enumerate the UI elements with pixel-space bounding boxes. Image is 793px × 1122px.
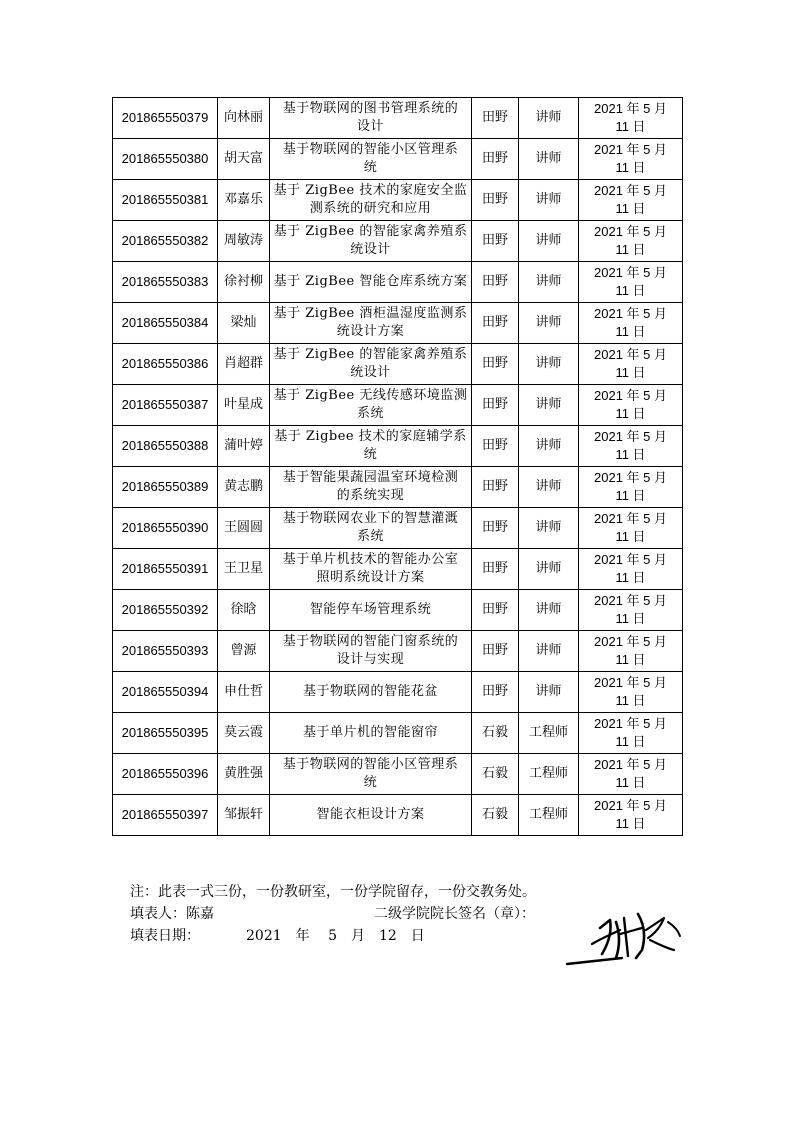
table-row [113, 262, 683, 303]
advisor-rank-cell: 讲师 [519, 590, 579, 631]
student-id-cell: 201865550395 [113, 713, 218, 754]
thesis-title-cell-line: 基于 ZigBee 的智能家禽养殖系 [273, 347, 468, 362]
date-cell [579, 344, 683, 385]
thesis-title-cell-line: 照明系统设计方案 [316, 570, 425, 585]
dean-signature-label: 二级学院院长签名（章）： [374, 906, 535, 922]
thesis-title-cell-line: 测系统的研究和应用 [309, 201, 432, 216]
date-cell-line: 2021 年 5 月 [594, 716, 667, 731]
advisor-rank-cell: 讲师 [519, 262, 579, 303]
thesis-title-cell-line: 基于物联网的智能门窗系统的 [282, 634, 459, 649]
student-name-cell: 周敏涛 [218, 221, 270, 262]
student-name-cell: 肖超群 [218, 344, 270, 385]
student-name-cell: 胡天富 [218, 139, 270, 180]
filler-name: 陈嘉 [186, 906, 214, 922]
advisor-cell: 田野 [472, 385, 519, 426]
advisor-rank-cell: 讲师 [519, 467, 579, 508]
thesis-title-cell-line: 系统 [356, 529, 384, 544]
thesis-title-cell [270, 508, 472, 549]
thesis-title-cell [270, 795, 472, 836]
thesis-title-cell-line: 基于物联网的智能小区管理系 [282, 757, 459, 772]
date-cell [579, 385, 683, 426]
date-label: 填表日期： [130, 928, 200, 944]
thesis-title-cell-line: 基于物联网的图书管理系统的 [282, 101, 459, 116]
thesis-title-cell [270, 344, 472, 385]
advisor-rank-cell: 讲师 [519, 221, 579, 262]
thesis-title-cell [270, 426, 472, 467]
date-cell-line: 2021 年 5 月 [594, 183, 667, 198]
thesis-title-cell [270, 590, 472, 631]
student-name-cell: 蒲叶婷 [218, 426, 270, 467]
date-cell-line: 11 日 [615, 201, 646, 216]
date-cell [579, 795, 683, 836]
date-cell [579, 713, 683, 754]
student-id-cell: 201865550382 [113, 221, 218, 262]
table-row [113, 631, 683, 672]
date-cell [579, 508, 683, 549]
advisor-cell: 田野 [472, 467, 519, 508]
table-row [113, 139, 683, 180]
advisor-rank-cell: 讲师 [519, 631, 579, 672]
date-cell [579, 549, 683, 590]
thesis-title-cell-line: 统设计方案 [336, 324, 405, 339]
date-cell-line: 2021 年 5 月 [594, 634, 667, 649]
student-id-cell: 201865550389 [113, 467, 218, 508]
date-cell-line: 11 日 [615, 816, 646, 831]
student-id-cell: 201865550392 [113, 590, 218, 631]
thesis-title-cell [270, 754, 472, 795]
student-id-cell: 201865550396 [113, 754, 218, 795]
date-cell [579, 98, 683, 139]
advisor-rank-cell: 讲师 [519, 508, 579, 549]
date-cell [579, 631, 683, 672]
thesis-title-cell [270, 385, 472, 426]
thesis-title-cell [270, 98, 472, 139]
thesis-title-cell-line: 基于物联网的智能花盆 [302, 684, 438, 699]
thesis-title-cell [270, 672, 472, 713]
date-cell-line: 2021 年 5 月 [594, 306, 667, 321]
date-cell-line: 11 日 [615, 488, 646, 503]
table-row [113, 344, 683, 385]
table-row [113, 385, 683, 426]
thesis-title-cell [270, 713, 472, 754]
student-name-cell: 王卫星 [218, 549, 270, 590]
thesis-title-cell [270, 549, 472, 590]
advisor-rank-cell: 讲师 [519, 426, 579, 467]
date-cell-line: 2021 年 5 月 [594, 265, 667, 280]
handwritten-signature [562, 900, 687, 970]
thesis-title-cell [270, 303, 472, 344]
date-cell [579, 139, 683, 180]
thesis-title-cell-line: 基于 ZigBee 技术的家庭安全监 [273, 183, 468, 198]
date-cell [579, 303, 683, 344]
table-row [113, 467, 683, 508]
student-id-cell: 201865550397 [113, 795, 218, 836]
date-cell [579, 180, 683, 221]
table-row [113, 221, 683, 262]
student-name-cell: 徐衬柳 [218, 262, 270, 303]
date-cell [579, 754, 683, 795]
thesis-title-cell-line: 统设计 [350, 242, 391, 257]
student-name-cell: 黄志鹏 [218, 467, 270, 508]
advisor-rank-cell: 讲师 [519, 98, 579, 139]
student-id-cell: 201865550388 [113, 426, 218, 467]
date-value: 2021 年 5 月 12 日 [246, 928, 425, 944]
student-name-cell: 向林丽 [218, 98, 270, 139]
advisor-cell: 田野 [472, 98, 519, 139]
thesis-title-cell [270, 180, 472, 221]
thesis-title-cell-line: 基于物联网农业下的智慧灌溉 [282, 511, 459, 526]
advisor-rank-cell: 工程师 [519, 754, 579, 795]
student-name-cell: 曾源 [218, 631, 270, 672]
table-body [113, 98, 683, 836]
thesis-title-cell-line: 基于 ZigBee 酒柜温湿度监测系 [273, 306, 468, 321]
thesis-title-cell [270, 221, 472, 262]
thesis-title-cell-line: 基于 ZigBee 无线传感环境监测 [273, 388, 468, 403]
filler-label: 填表人： [130, 906, 186, 922]
student-name-cell: 叶星成 [218, 385, 270, 426]
advisor-cell: 田野 [472, 549, 519, 590]
table-row [113, 549, 683, 590]
date-cell-line: 2021 年 5 月 [594, 757, 667, 772]
date-cell-line: 2021 年 5 月 [594, 470, 667, 485]
advisor-cell: 田野 [472, 180, 519, 221]
date-cell [579, 672, 683, 713]
thesis-title-cell [270, 467, 472, 508]
date-cell-line: 11 日 [615, 570, 646, 585]
advisor-rank-cell: 讲师 [519, 385, 579, 426]
student-id-cell: 201865550380 [113, 139, 218, 180]
date-cell-line: 2021 年 5 月 [594, 142, 667, 157]
thesis-title-cell-line: 统设计 [350, 365, 391, 380]
advisor-cell: 田野 [472, 590, 519, 631]
student-name-cell: 梁灿 [218, 303, 270, 344]
thesis-title-cell-line: 基于智能果蔬园温室环境检测 [282, 470, 459, 485]
student-id-cell: 201865550393 [113, 631, 218, 672]
date-cell-line: 2021 年 5 月 [594, 552, 667, 567]
date-cell-line: 2021 年 5 月 [594, 388, 667, 403]
date-cell [579, 262, 683, 303]
date-cell-line: 11 日 [615, 734, 646, 749]
table-row [113, 754, 683, 795]
date-cell-line: 2021 年 5 月 [594, 593, 667, 608]
date-cell-line: 2021 年 5 月 [594, 101, 667, 116]
student-id-cell: 201865550386 [113, 344, 218, 385]
date-cell-line: 2021 年 5 月 [594, 798, 667, 813]
note-text: 注：此表一式三份，一份教研室，一份学院留存，一份交教务处。 [130, 884, 536, 900]
student-id-cell: 201865550391 [113, 549, 218, 590]
student-id-cell: 201865550394 [113, 672, 218, 713]
thesis-title-cell-line: 统 [363, 447, 378, 462]
thesis-title-cell-line: 基于单片机技术的智能办公室 [282, 552, 459, 567]
advisor-rank-cell: 工程师 [519, 795, 579, 836]
advisor-cell: 田野 [472, 303, 519, 344]
table-row [113, 795, 683, 836]
thesis-title-cell-line: 基于 Zigbee 技术的家庭辅学系 [274, 429, 467, 444]
table-row [113, 303, 683, 344]
date-cell-line: 11 日 [615, 119, 646, 134]
thesis-title-cell [270, 139, 472, 180]
advisor-cell: 田野 [472, 139, 519, 180]
table-row [113, 98, 683, 139]
thesis-title-cell-line: 统 [363, 160, 378, 175]
filler-line [130, 904, 535, 924]
date-cell-line: 11 日 [615, 242, 646, 257]
date-cell [579, 221, 683, 262]
date-cell-line: 11 日 [615, 406, 646, 421]
thesis-title-cell [270, 631, 472, 672]
student-name-cell: 邹振轩 [218, 795, 270, 836]
date-cell [579, 426, 683, 467]
date-cell [579, 467, 683, 508]
student-id-cell: 201865550381 [113, 180, 218, 221]
student-id-cell: 201865550383 [113, 262, 218, 303]
footer-note [130, 882, 536, 902]
advisor-rank-cell: 讲师 [519, 344, 579, 385]
date-cell-line: 2021 年 5 月 [594, 224, 667, 239]
advisor-cell: 田野 [472, 426, 519, 467]
thesis-title-cell-line: 统 [363, 775, 378, 790]
thesis-title-cell-line: 系统 [356, 406, 384, 421]
table-row [113, 508, 683, 549]
advisor-cell: 田野 [472, 221, 519, 262]
student-name-cell: 黄胜强 [218, 754, 270, 795]
advisor-cell: 田野 [472, 262, 519, 303]
thesis-title-cell-line: 基于 ZigBee 智能仓库系统方案 [273, 274, 468, 289]
date-cell-line: 11 日 [615, 160, 646, 175]
advisor-cell: 石毅 [472, 754, 519, 795]
advisor-cell: 田野 [472, 508, 519, 549]
advisor-cell: 田野 [472, 344, 519, 385]
date-cell-line: 11 日 [615, 324, 646, 339]
date-cell-line: 11 日 [615, 693, 646, 708]
student-id-cell: 201865550387 [113, 385, 218, 426]
date-cell-line: 11 日 [615, 283, 646, 298]
thesis-title-cell [270, 262, 472, 303]
table-row [113, 180, 683, 221]
date-cell [579, 590, 683, 631]
date-cell-line: 2021 年 5 月 [594, 675, 667, 690]
thesis-topic-table [112, 97, 683, 836]
advisor-cell: 田野 [472, 631, 519, 672]
student-name-cell: 王圆圆 [218, 508, 270, 549]
table-row [113, 713, 683, 754]
advisor-cell: 石毅 [472, 795, 519, 836]
advisor-rank-cell: 讲师 [519, 672, 579, 713]
date-cell-line: 2021 年 5 月 [594, 429, 667, 444]
advisor-rank-cell: 讲师 [519, 139, 579, 180]
student-name-cell: 徐晗 [218, 590, 270, 631]
thesis-title-cell-line: 基于单片机的智能窗帘 [302, 725, 438, 740]
date-cell-line: 11 日 [615, 611, 646, 626]
advisor-cell: 田野 [472, 672, 519, 713]
thesis-title-cell-line: 智能停车场管理系统 [309, 602, 432, 617]
table-row [113, 426, 683, 467]
fill-date-line [130, 926, 425, 946]
student-name-cell: 邓嘉乐 [218, 180, 270, 221]
date-cell-line: 2021 年 5 月 [594, 511, 667, 526]
thesis-title-cell-line: 设计 [356, 119, 384, 134]
date-cell-line: 11 日 [615, 652, 646, 667]
student-id-cell: 201865550390 [113, 508, 218, 549]
thesis-title-cell-line: 设计与实现 [336, 652, 405, 667]
thesis-title-cell-line: 基于物联网的智能小区管理系 [282, 142, 459, 157]
table-row [113, 672, 683, 713]
date-cell-line: 11 日 [615, 365, 646, 380]
advisor-rank-cell: 讲师 [519, 549, 579, 590]
date-cell-line: 11 日 [615, 775, 646, 790]
date-cell-line: 11 日 [615, 447, 646, 462]
thesis-title-cell-line: 基于 ZigBee 的智能家禽养殖系 [273, 224, 468, 239]
date-cell-line: 2021 年 5 月 [594, 347, 667, 362]
date-cell-line: 11 日 [615, 529, 646, 544]
advisor-rank-cell: 工程师 [519, 713, 579, 754]
student-name-cell: 莫云霞 [218, 713, 270, 754]
student-name-cell: 申仕哲 [218, 672, 270, 713]
table-row [113, 590, 683, 631]
thesis-title-cell-line: 的系统实现 [336, 488, 405, 503]
advisor-rank-cell: 讲师 [519, 303, 579, 344]
student-id-cell: 201865550384 [113, 303, 218, 344]
student-id-cell: 201865550379 [113, 98, 218, 139]
advisor-cell: 石毅 [472, 713, 519, 754]
advisor-rank-cell: 讲师 [519, 180, 579, 221]
thesis-title-cell-line: 智能衣柜设计方案 [316, 807, 425, 822]
